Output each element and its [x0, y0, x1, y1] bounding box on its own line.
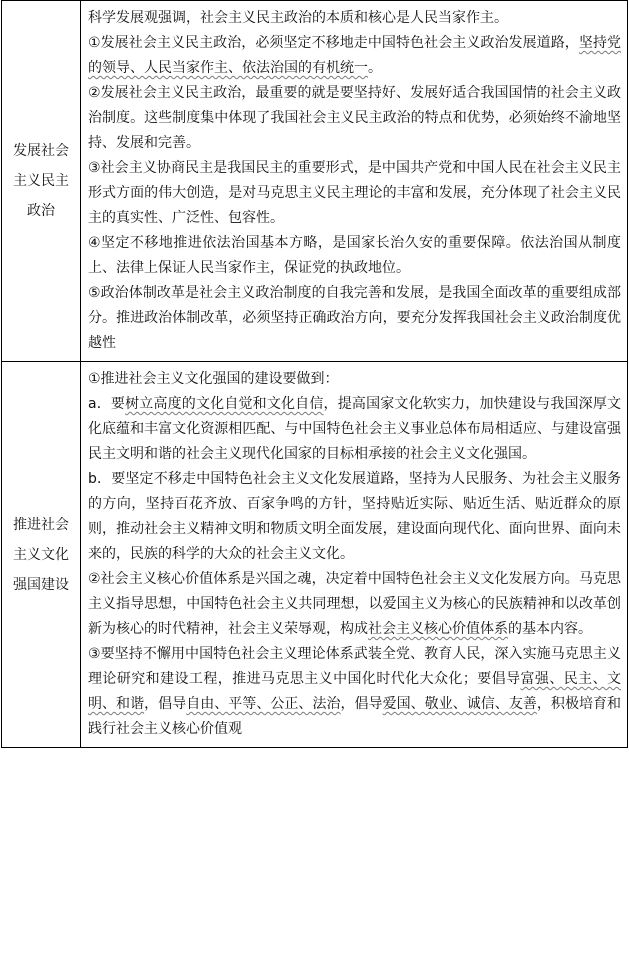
text-segment: ①推进社会主义文化强国的建设要做到：: [88, 371, 339, 387]
table-row: [2, 362, 628, 748]
paragraph: [88, 31, 621, 81]
row-label-line: 政治: [27, 203, 55, 219]
text-segment: ②发展社会主义民主政治，最重要的就是要坚持好、发展好适合我国国情的社会主义政治制度。这些制度集中体现了我国社会主义民主政治的特点和优势，必须始终不渝地坚持、发展和完善。: [88, 85, 621, 151]
paragraph: [88, 231, 621, 281]
paragraph: [88, 642, 621, 742]
paragraph: [88, 156, 621, 231]
paragraph: [88, 367, 621, 392]
table-row: [2, 1, 628, 362]
text-segment: ，提高国家文化软实力，加快建设与我国深厚文化底蕴和丰富文化资源相匹配、与中国特色社会主义事业总体布局相适应、与建设富强民主文明和谐的社会主义现代化国家的目标相承接的社会主义文化强国。: [88, 396, 622, 462]
text-segment: ⑤政治体制改革是社会主义政治制度的自我完善和发展，是我国全面改革的重要组成部分。推进政治体制改革，必须坚持正确政治方向，要充分发挥我国社会主义政治制度优越性: [88, 285, 621, 351]
row-content: [81, 362, 628, 748]
text-segment: ，倡导: [340, 696, 383, 712]
underlined-phrase: 自由、平等、公正、法治: [186, 696, 341, 712]
underlined-phrase: 社会主义核心价值体系: [368, 621, 508, 637]
row-label-line: 主义民主: [13, 173, 69, 189]
paragraph: [88, 281, 621, 356]
text-segment: ③社会主义协商民主是我国民主的重要形式，是中国共产党和中国人民在社会主义民主形式方面的伟大创造，是对马克思主义民主理论的丰富和发展，充分体现了社会主义民主的真实性、广泛性、包容性。: [88, 160, 621, 226]
paragraph: [88, 392, 621, 467]
underlined-phrase: 富强、民主、文明、和谐: [88, 671, 621, 712]
row-label-line: 发展社会: [13, 143, 69, 159]
underlined-phrase: 爱国、敬业、诚信、友善: [382, 696, 537, 712]
underlined-phrase: 坚持党的领导、人民当家作主、依法治国的有机统一: [88, 35, 621, 76]
text-segment: 。: [368, 60, 382, 76]
row-label-line: 强国建设: [13, 576, 69, 593]
text-segment: ，倡导: [144, 696, 187, 712]
underlined-phrase: 树立高度的文化自觉和文化自信: [125, 396, 324, 412]
text-segment: ①发展社会主义民主政治，必须坚定不移地走中国特色社会主义政治发展道路，: [88, 35, 579, 51]
content-table: [1, 0, 628, 748]
row-label: [2, 1, 81, 362]
text-segment: ②社会主义核心价值体系是兴国之魂，决定着中国特色社会主义文化发展方向。马克思主义指导思想，中国特色社会主义共同理想，以爱国主义为核心的民族精神和以改革创新为核心的时代精神，社会主义荣辱观，构成: [88, 571, 621, 637]
table-body: [2, 1, 628, 748]
text-segment: ，积极培育和践行社会主义核心价值观: [88, 696, 622, 737]
text-segment: 科学发展观强调，社会主义民主政治的本质和核心是人民当家作主。: [88, 10, 508, 26]
text-segment: ③要坚持不懈用中国特色社会主义理论体系武装全党、教育人民，深入实施马克思主义理论研究和建设工程，推进马克思主义中国化时代化大众化；要倡导: [88, 646, 621, 687]
paragraph: [88, 467, 621, 567]
row-content: [81, 1, 628, 362]
row-label: [2, 362, 81, 748]
text-segment: b．要坚定不移走中国特色社会主义文化发展道路，坚持为人民服务、为社会主义服务的方向，坚持百花齐放、百家争鸣的方针，坚持贴近实际、贴近生活、贴近群众的原则，推动社会主义精神文明和物质文明全面发展，建设面向现代化、面向世界、面向未来的，民族的科学的大众的社会主义文化。: [88, 471, 621, 562]
paragraph: [88, 567, 621, 642]
text-segment: ④坚定不移地推进依法治国基本方略，是国家长治久安的重要保障。依法治国从制度上、法律上保证人民当家作主，保证党的执政地位。: [88, 235, 621, 276]
row-label-line: 主义文化: [13, 546, 69, 563]
paragraph: [88, 81, 621, 156]
row-label-line: 推进社会: [13, 516, 69, 533]
text-segment: a．要: [88, 396, 126, 412]
text-segment: 的基本内容。: [508, 621, 592, 637]
paragraph: [88, 6, 621, 31]
